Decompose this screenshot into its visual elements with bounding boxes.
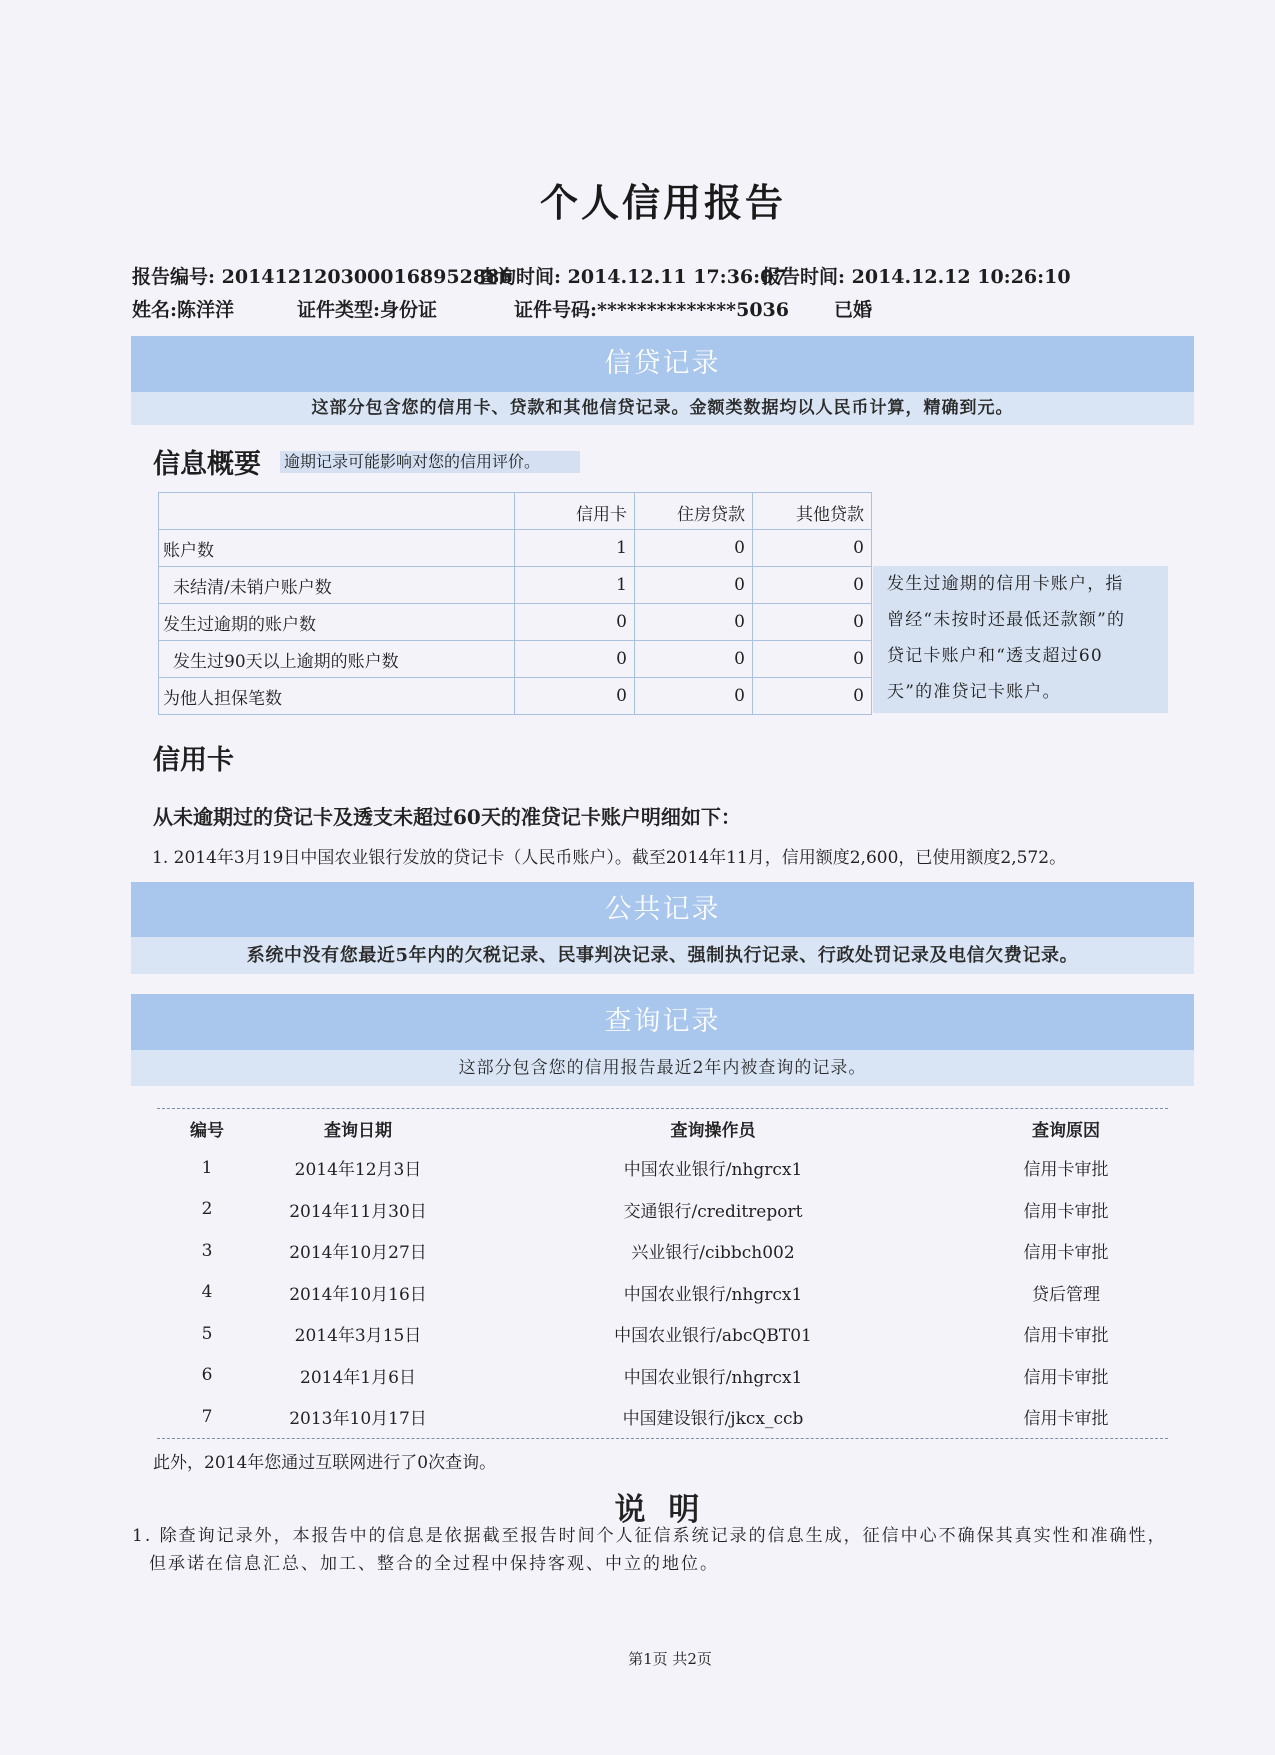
summary-row-value: 0 bbox=[753, 530, 872, 567]
notes-item: 1. 除查询记录外，本报告中的信息是依据截至报告时间个人征信系统记录的信息生成，征信中心不确保其真实性和准确性，但承诺在信息汇总、加工、整合的全过程中保持客观、中立的地位。 bbox=[132, 1526, 1167, 1574]
query-reason: 信用卡审批 bbox=[1023, 1243, 1109, 1264]
query-no: 6 bbox=[201, 1365, 213, 1386]
summary-header-cell: 其他贷款 bbox=[753, 493, 872, 530]
summary-row bbox=[159, 678, 872, 715]
summary-row-value: 0 bbox=[635, 567, 753, 604]
internet-query-footnote: 此外，2014年您通过互联网进行了0次查询。 bbox=[153, 1453, 497, 1473]
summary-row-value: 1 bbox=[515, 530, 635, 567]
summary-row-value: 0 bbox=[515, 678, 635, 715]
summary-row-value: 0 bbox=[635, 678, 753, 715]
query-row bbox=[157, 1355, 1168, 1397]
page-number: 第1页 共2页 bbox=[628, 1650, 712, 1668]
query-operator: 中国农业银行/nhgrcx1 bbox=[623, 1160, 803, 1181]
query-date: 2014年10月27日 bbox=[289, 1243, 427, 1264]
summary-row-value: 0 bbox=[635, 641, 753, 678]
summary-row-label: 发生过90天以上逾期的账户数 bbox=[159, 641, 515, 678]
query-header-date: 查询日期 bbox=[324, 1120, 392, 1141]
summary-row-value: 0 bbox=[635, 530, 753, 567]
credit-records-description: 这部分包含您的信用卡、贷款和其他信贷记录。金额类数据均以人民币计算，精确到元。 bbox=[131, 392, 1194, 425]
summary-row-value: 0 bbox=[753, 604, 872, 641]
query-reason: 信用卡审批 bbox=[1023, 1367, 1109, 1388]
query-row bbox=[157, 1189, 1168, 1231]
public-records-description: 系统中没有您最近5年内的欠税记录、民事判决记录、强制执行记录、行政处罚记录及电信欠费记录。 bbox=[131, 937, 1194, 974]
summary-row-label: 发生过逾期的账户数 bbox=[159, 604, 515, 641]
summary-row bbox=[159, 641, 872, 678]
summary-highlight: 逾期记录可能影响对您的信用评价。 bbox=[280, 451, 580, 473]
query-date: 2014年10月16日 bbox=[289, 1284, 427, 1305]
query-operator: 兴业银行/cibbch002 bbox=[631, 1243, 795, 1264]
credit-card-subtitle: 从未逾期过的贷记卡及透支未超过60天的准贷记卡账户明细如下： bbox=[153, 805, 741, 829]
query-operator: 中国建设银行/jkcx_ccb bbox=[622, 1409, 804, 1430]
query-reason: 信用卡审批 bbox=[1023, 1409, 1109, 1430]
query-date: 2014年3月15日 bbox=[294, 1326, 422, 1347]
summary-row-value: 1 bbox=[515, 567, 635, 604]
credit-records-banner: 信贷记录 bbox=[131, 336, 1194, 392]
summary-table-body bbox=[159, 530, 872, 715]
summary-row-label: 为他人担保笔数 bbox=[159, 678, 515, 715]
summary-row-label: 未结清/未销户账户数 bbox=[159, 567, 515, 604]
query-no: 1 bbox=[201, 1157, 213, 1178]
query-reason: 信用卡审批 bbox=[1023, 1326, 1109, 1347]
summary-row-value: 0 bbox=[753, 567, 872, 604]
summary-row bbox=[159, 530, 872, 567]
person-name: 姓名:陈洋洋 bbox=[132, 299, 235, 321]
credit-card-title: 信用卡 bbox=[153, 745, 234, 776]
query-header-no: 编号 bbox=[190, 1120, 224, 1141]
query-no: 4 bbox=[201, 1282, 213, 1303]
summary-row-value: 0 bbox=[515, 604, 635, 641]
query-table-body bbox=[157, 1147, 1168, 1438]
query-records-table bbox=[157, 1108, 1168, 1439]
query-records-banner: 查询记录 bbox=[131, 994, 1194, 1050]
query-operator: 中国农业银行/nhgrcx1 bbox=[623, 1367, 803, 1388]
query-row bbox=[157, 1272, 1168, 1314]
query-row bbox=[157, 1396, 1168, 1438]
id-type: 证件类型:身份证 bbox=[297, 299, 438, 321]
query-reason: 信用卡审批 bbox=[1023, 1160, 1109, 1181]
marital-status: 已婚 bbox=[834, 299, 873, 321]
overdue-definition-note: 发生过逾期的信用卡账户，指曾经“未按时还最低还款额”的贷记卡账户和“透支超过60天”的准贷记卡账户。 bbox=[873, 566, 1168, 713]
summary-header-blank bbox=[159, 493, 515, 530]
summary-header-cell: 信用卡 bbox=[515, 493, 635, 530]
query-row bbox=[157, 1230, 1168, 1272]
summary-row-value: 0 bbox=[635, 604, 753, 641]
summary-title: 信息概要 bbox=[153, 449, 261, 480]
report-number: 报告编号: 2014121203000168952886 bbox=[132, 266, 513, 288]
query-time: 查询时间: 2014.12.11 17:36:07 bbox=[478, 266, 787, 288]
query-header-reason: 查询原因 bbox=[1032, 1120, 1100, 1141]
notes-title: 说 明 bbox=[614, 1492, 706, 1528]
query-no: 5 bbox=[201, 1323, 213, 1344]
credit-card-item: 1. 2014年3月19日中国农业银行发放的贷记卡（人民币账户）。截至2014年11月，信用额度2,600，已使用额度2,572。 bbox=[152, 848, 1067, 868]
report-title: 个人信用报告 bbox=[539, 180, 786, 225]
id-number: 证件号码:**************5036 bbox=[514, 299, 789, 321]
summary-row bbox=[159, 567, 872, 604]
summary-row-value: 0 bbox=[753, 641, 872, 678]
public-records-banner: 公共记录 bbox=[131, 882, 1194, 937]
query-header-operator: 查询操作员 bbox=[670, 1120, 756, 1141]
summary-table bbox=[158, 492, 872, 715]
query-date: 2013年10月17日 bbox=[289, 1409, 427, 1430]
summary-table-head-row bbox=[159, 493, 872, 530]
summary-row-label: 账户数 bbox=[159, 530, 515, 567]
query-no: 7 bbox=[201, 1406, 213, 1427]
summary-row-value: 0 bbox=[753, 678, 872, 715]
query-date: 2014年1月6日 bbox=[300, 1367, 416, 1388]
query-row bbox=[157, 1147, 1168, 1189]
query-header-row bbox=[157, 1109, 1168, 1147]
report-time: 报告时间: 2014.12.12 10:26:10 bbox=[762, 266, 1071, 288]
query-reason: 信用卡审批 bbox=[1023, 1201, 1109, 1222]
query-date: 2014年12月3日 bbox=[294, 1160, 422, 1181]
query-no: 2 bbox=[201, 1199, 213, 1220]
query-operator: 中国农业银行/nhgrcx1 bbox=[623, 1284, 803, 1305]
query-date: 2014年11月30日 bbox=[289, 1201, 427, 1222]
summary-row-value: 0 bbox=[515, 641, 635, 678]
summary-header-cell: 住房贷款 bbox=[635, 493, 753, 530]
query-reason: 贷后管理 bbox=[1032, 1284, 1100, 1305]
query-row bbox=[157, 1313, 1168, 1355]
query-records-description: 这部分包含您的信用报告最近2年内被查询的记录。 bbox=[131, 1050, 1194, 1086]
summary-row bbox=[159, 604, 872, 641]
query-operator: 中国农业银行/abcQBT01 bbox=[614, 1326, 812, 1347]
query-operator: 交通银行/creditreport bbox=[623, 1201, 803, 1222]
query-no: 3 bbox=[201, 1240, 213, 1261]
